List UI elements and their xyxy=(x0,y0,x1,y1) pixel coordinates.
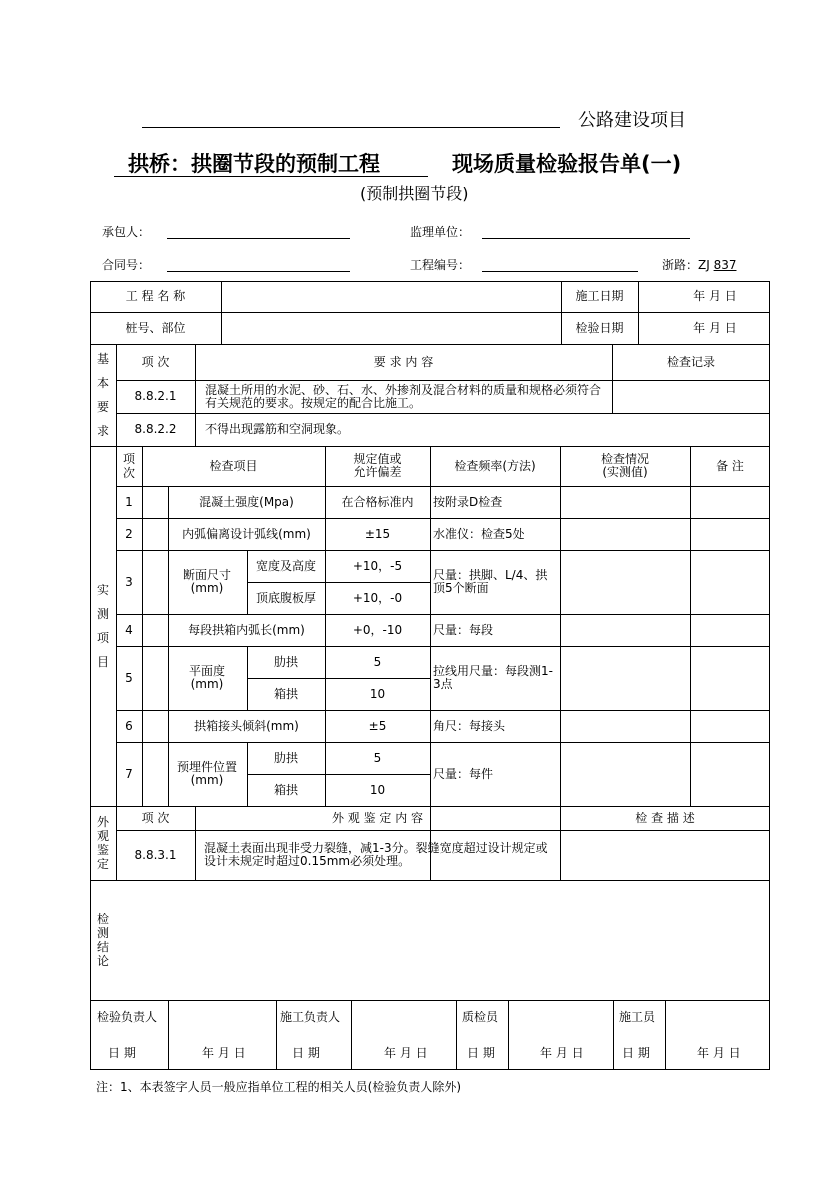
basic-col-item: 项 次 xyxy=(141,354,170,369)
measured-row-no: 7 xyxy=(125,766,133,781)
measured-row-freq: 按附录D检查 xyxy=(433,494,503,509)
sign-date-label: 日 期 xyxy=(467,1046,495,1060)
measured-sub-name: 箱拱 xyxy=(273,782,298,797)
sign-date-value[interactable]: 年 月 日 xyxy=(384,1046,428,1060)
measured-sub-name: 宽度及高度 xyxy=(255,558,316,573)
measured-row-no: 6 xyxy=(125,718,133,733)
form-no-value: 837 xyxy=(713,258,737,272)
form-no: 浙路：ZJ 837 xyxy=(662,258,737,272)
measured-sub-spec: 10 xyxy=(369,686,386,701)
title-part1: 拱桥：拱圈节段的预制工程 xyxy=(128,152,380,176)
basic-row-code: 8.8.2.1 xyxy=(134,389,177,403)
measured-row-spec: +0，-10 xyxy=(352,622,403,637)
qc-signature[interactable] xyxy=(509,1001,612,1035)
measured-row-freq: 尺量：每段 xyxy=(433,622,494,637)
construction-date-label: 施工日期 xyxy=(575,289,624,303)
basic-row-record[interactable] xyxy=(613,414,769,446)
sign-date-value[interactable]: 年 月 日 xyxy=(697,1046,741,1060)
basic-col-record: 检查记录 xyxy=(666,354,715,369)
measured-sub-name: 肋拱 xyxy=(273,750,298,765)
worker-label: 施工员 xyxy=(619,1010,656,1024)
measured-row-name: 每段拱箱内弧长(mm) xyxy=(188,622,305,637)
sign-date-label: 日 期 xyxy=(622,1046,650,1060)
qc-label: 质检员 xyxy=(462,1010,499,1024)
appearance-row-text: 混凝土表面出现非受力裂缝，减1-3分。裂缝宽度超过设计规定或设计未规定时超过0.15mm必须处理。 xyxy=(204,841,548,868)
contractor-label: 承包人： xyxy=(102,225,151,239)
measured-row-spec: 在合格标准内 xyxy=(341,494,414,509)
sign-date-value[interactable]: 年 月 日 xyxy=(540,1046,584,1060)
measured-sub-spec: 5 xyxy=(373,654,382,669)
measured-remark-column[interactable] xyxy=(691,487,769,806)
measured-items-label: 实 测 项 目 xyxy=(96,583,109,669)
measured-sub-spec: 10 xyxy=(369,782,386,797)
contractor-field[interactable] xyxy=(167,238,350,239)
measured-row-freq: 尺量：每件 xyxy=(433,766,494,781)
worker-signature[interactable] xyxy=(666,1001,769,1035)
measured-row-name: 平面度(mm) xyxy=(188,664,225,691)
basic-row-text: 混凝土所用的水泥、砂、石、水、外掺剂及混合材料的质量和规格必须符合有关规范的要求。按规定的配合比施工。 xyxy=(205,382,602,410)
station-part-field[interactable] xyxy=(222,313,560,344)
basic-row-text: 不得出现露筋和空洞现象。 xyxy=(205,422,350,436)
sign-date-label: 日 期 xyxy=(108,1046,136,1060)
measured-row-freq: 拉线用尺量：每段测1-3点 xyxy=(433,664,553,691)
construction-lead-label: 施工负责人 xyxy=(280,1010,341,1024)
footnote: 注：1、本表签字人员一般应指单位工程的相关人员(检验负责人除外) xyxy=(96,1080,462,1094)
measured-row-no: 1 xyxy=(125,494,133,509)
measured-row-name: 断面尺寸(mm) xyxy=(182,568,231,595)
supervisor-field[interactable] xyxy=(482,238,690,239)
measured-sub-spec: +10，-5 xyxy=(352,558,403,573)
measured-row-freq: 尺量：拱脚、L/4、拱顶5个断面 xyxy=(433,568,548,595)
basic-requirements-label: 基 本 要 求 xyxy=(96,352,109,438)
measured-col-spec: 规定值或允许偏差 xyxy=(353,452,402,479)
basic-col-content: 要 求 内 容 xyxy=(373,354,434,369)
inspector-signature[interactable] xyxy=(169,1001,275,1035)
sign-date-value[interactable]: 年 月 日 xyxy=(202,1046,246,1060)
inspection-date-value[interactable]: 年 月 日 xyxy=(693,320,737,335)
supervisor-label: 监理单位： xyxy=(410,225,471,239)
title-part2: 现场质量检验报告单(一) xyxy=(452,152,682,176)
measured-row-name: 内弧偏离设计弧线(mm) xyxy=(182,526,311,541)
conclusion-field[interactable] xyxy=(117,881,769,1000)
measured-row-freq: 水准仪：检查5处 xyxy=(433,526,525,541)
title-underline xyxy=(114,176,428,177)
measured-row-spec: ±15 xyxy=(364,526,391,541)
conclusion-label: 检 测 结 论 xyxy=(96,912,109,968)
measured-row-name: 拱箱接头倾斜(mm) xyxy=(194,718,299,733)
measured-row-freq: 角尺：每接头 xyxy=(433,718,506,733)
measured-row-no: 5 xyxy=(125,670,133,685)
project-name-underline xyxy=(142,127,560,128)
subtitle: (预制拱圈节段) xyxy=(360,184,469,203)
appearance-row-desc[interactable] xyxy=(561,831,769,880)
measured-col-freq: 检查频率(方法) xyxy=(454,458,536,473)
measured-row-no: 3 xyxy=(125,574,133,589)
construction-lead-signature[interactable] xyxy=(352,1001,455,1035)
measured-row-no: 4 xyxy=(125,622,133,637)
project-name-label: 工 程 名 称 xyxy=(125,289,186,303)
basic-row-code: 8.8.2.2 xyxy=(134,422,177,436)
project-type: 公路建设项目 xyxy=(578,110,686,131)
measured-sub-spec: +10，-0 xyxy=(352,590,403,605)
measured-col-remark: 备 注 xyxy=(716,458,744,473)
station-part-label: 桩号、部位 xyxy=(125,320,186,335)
construction-date-value[interactable]: 年 月 日 xyxy=(693,289,737,303)
project-no-field[interactable] xyxy=(482,271,638,272)
appearance-col-desc: 检 查 描 述 xyxy=(635,810,695,825)
basic-row-record[interactable] xyxy=(613,381,769,413)
project-name-field[interactable] xyxy=(222,282,560,312)
measured-col-item: 项次 xyxy=(122,452,135,480)
measured-sub-name: 箱拱 xyxy=(273,686,298,701)
measured-col-status: 检查情况(实测值) xyxy=(600,452,649,479)
appearance-label: 外 观 鉴 定 xyxy=(96,815,109,871)
sign-date-label: 日 期 xyxy=(292,1046,320,1060)
measured-row-name: 预埋件位置(mm) xyxy=(176,760,237,787)
measured-sub-name: 顶底腹板厚 xyxy=(255,590,316,605)
measured-row-spec: ±5 xyxy=(368,718,387,733)
measured-col-check: 检查项目 xyxy=(209,458,258,473)
measured-row-name: 混凝土强度(Mpa) xyxy=(199,494,294,509)
contract-no-label: 合同号： xyxy=(102,258,151,272)
appearance-col-content: 外 观 鉴 定 内 容 xyxy=(331,810,424,825)
inspection-date-label: 检验日期 xyxy=(575,320,624,335)
measured-sub-name: 肋拱 xyxy=(273,654,298,669)
contract-no-field[interactable] xyxy=(167,271,350,272)
inspector-label: 检验负责人 xyxy=(97,1010,158,1024)
measured-row-no: 2 xyxy=(125,526,133,541)
measured-status-column[interactable] xyxy=(561,487,689,806)
measured-sub-spec: 5 xyxy=(373,750,382,765)
appearance-col-item: 项 次 xyxy=(141,810,170,825)
appearance-row-code: 8.8.3.1 xyxy=(134,847,177,862)
project-no-label: 工程编号： xyxy=(410,258,471,272)
